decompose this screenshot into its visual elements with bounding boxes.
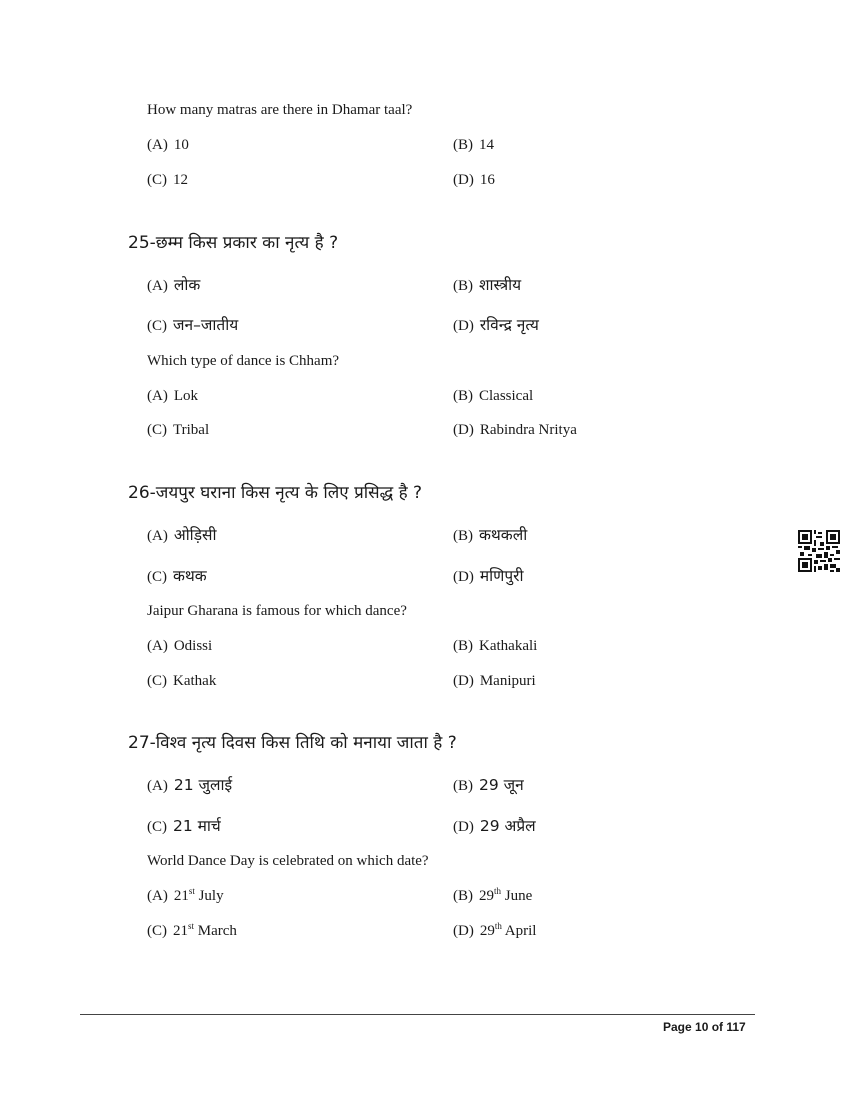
q27-hindi-option-c: (C) 21 मार्च <box>147 817 221 835</box>
q26-option-c: (C) Kathak <box>147 673 217 689</box>
question-26-hindi: 26-जयपुर घराना किस नृत्य के लिए प्रसिद्ध है ? <box>128 483 423 503</box>
q27-hindi-option-a: (A) 21 जुलाई <box>147 776 233 794</box>
question-25-english: Which type of dance is Chham? <box>147 353 340 369</box>
q27-option-d: (D) 29th April <box>453 921 537 939</box>
q27-option-c: (C) 21st March <box>147 921 237 939</box>
page-number: Page 10 of 117 <box>663 1020 746 1034</box>
q26-option-d: (D) Manipuri <box>453 673 536 689</box>
q24-option-a: (A) 10 <box>147 137 189 153</box>
footer-divider <box>80 1014 755 1015</box>
question-26-english: Jaipur Gharana is famous for which dance? <box>147 603 407 619</box>
q25-hindi-option-b: (B) शास्त्रीय <box>453 276 522 294</box>
question-24-english: How many matras are there in Dhamar taal? <box>147 102 413 118</box>
q25-hindi-option-c: (C) जन–जातीय <box>147 316 239 334</box>
q25-hindi-option-d: (D) रविन्द्र नृत्य <box>453 316 539 334</box>
question-25-hindi: 25-छम्म किस प्रकार का नृत्य है ? <box>128 233 339 253</box>
q24-option-d: (D) 16 <box>453 172 495 188</box>
q27-hindi-option-d: (D) 29 अप्रैल <box>453 817 536 835</box>
q26-hindi-option-d: (D) मणिपुरी <box>453 567 524 585</box>
q25-option-d: (D) Rabindra Nritya <box>453 422 577 438</box>
q27-option-a: (A) 21st July <box>147 886 224 904</box>
q26-hindi-option-b: (B) कथकली <box>453 526 528 544</box>
q26-hindi-option-c: (C) कथक <box>147 567 207 585</box>
q25-hindi-option-a: (A) लोक <box>147 276 201 294</box>
q27-hindi-option-b: (B) 29 जून <box>453 776 524 794</box>
qr-code-icon <box>798 530 840 572</box>
q26-hindi-option-a: (A) ओड़िसी <box>147 526 217 544</box>
q24-option-b: (B) 14 <box>453 137 494 153</box>
q25-option-a: (A) Lok <box>147 388 198 404</box>
q24-option-c: (C) 12 <box>147 172 188 188</box>
question-27-hindi: 27-विश्व नृत्य दिवस किस तिथि को मनाया जाता है ? <box>128 733 457 753</box>
q26-option-a: (A) Odissi <box>147 638 213 654</box>
question-27-english: World Dance Day is celebrated on which date? <box>147 853 429 869</box>
q27-option-b: (B) 29th June <box>453 886 533 904</box>
q25-option-b: (B) Classical <box>453 388 534 404</box>
q26-option-b: (B) Kathakali <box>453 638 538 654</box>
q25-option-c: (C) Tribal <box>147 422 210 438</box>
